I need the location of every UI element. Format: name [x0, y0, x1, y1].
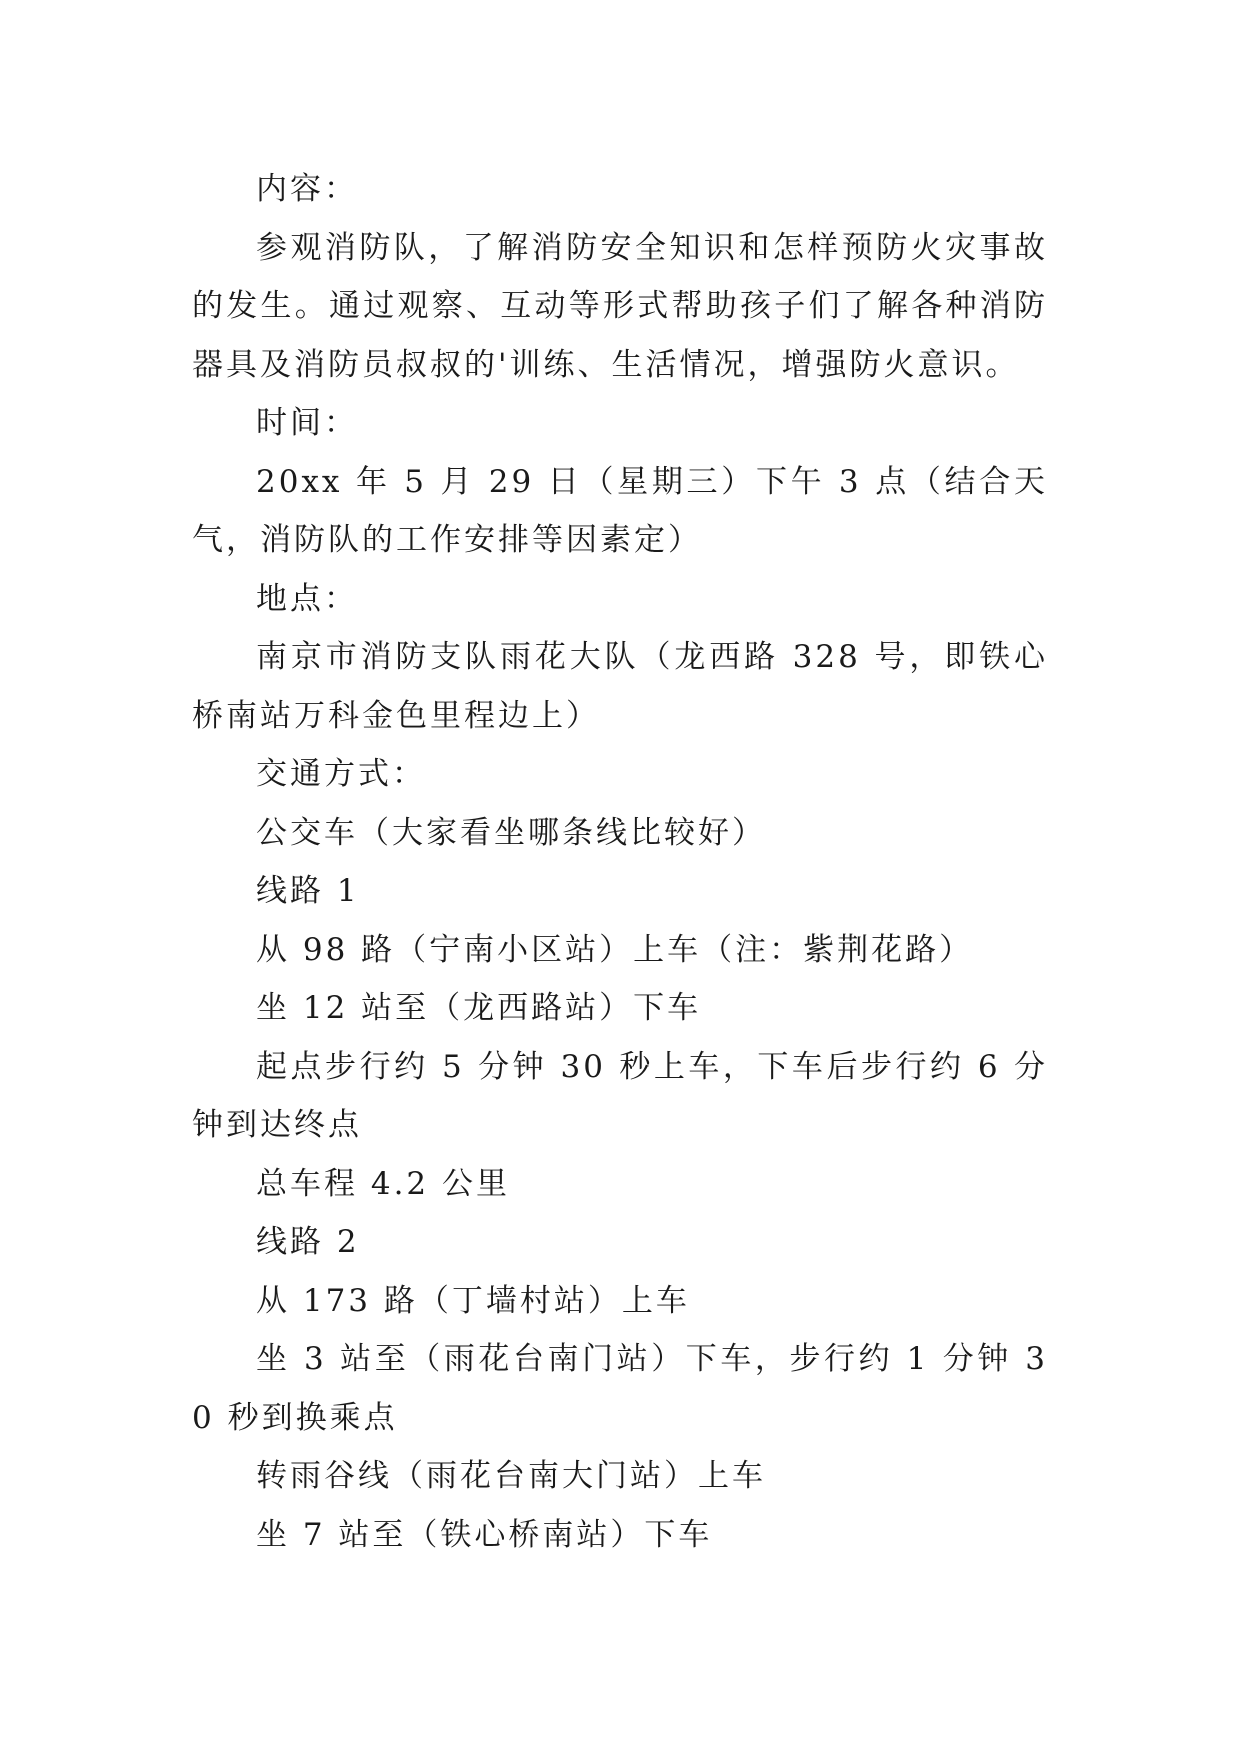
route-2-title: 线路 2	[256, 1224, 360, 1260]
section-heading-location: 地点：	[256, 580, 358, 617]
route-1-title: 线路 1	[256, 873, 360, 909]
route-1-walk: 起点步行约 5 分钟 30 秒上车，下车后步行约 6 分钟到达终点	[192, 1048, 1048, 1143]
section-heading-transport: 交通方式：	[256, 756, 426, 792]
route-1-distance: 总车程 4.2 公里	[256, 1165, 511, 1202]
document-body	[192, 160, 1048, 1564]
section-heading-time: 时间：	[256, 405, 358, 441]
route-2-final: 坐 7 站至（铁心桥南站）下车	[256, 1516, 713, 1553]
route-2-ride: 坐 3 站至（雨花台南门站）下车，步行约 1 分钟 30 秒到换乘点	[192, 1341, 1048, 1436]
paragraph-content-description: 参观消防队，了解消防安全知识和怎样预防火灾事故的发生。通过观察、互动等形式帮助孩子们了解各种消防器具及消防员叔叔的'训练、生活情况，增强防火意识。	[192, 229, 1048, 383]
paragraph-time: 20xx 年 5 月 29 日（星期三）下午 3 点（结合天气，消防队的工作安排等因素定）	[192, 463, 1048, 558]
route-2-board: 从 173 路（丁墙村站）上车	[256, 1282, 690, 1319]
route-1-board: 从 98 路（宁南小区站）上车（注：紫荆花路）	[256, 931, 974, 968]
route-1-ride: 坐 12 站至（龙西路站）下车	[256, 990, 702, 1026]
section-heading-content: 内容：	[256, 171, 358, 207]
route-2-transfer: 转雨谷线（雨花台南大门站）上车	[256, 1458, 766, 1494]
paragraph-bus: 公交车（大家看坐哪条线比较好）	[256, 814, 766, 851]
paragraph-location: 南京市消防支队雨花大队（龙西路 328 号，即铁心桥南站万科金色里程边上）	[192, 639, 1048, 734]
